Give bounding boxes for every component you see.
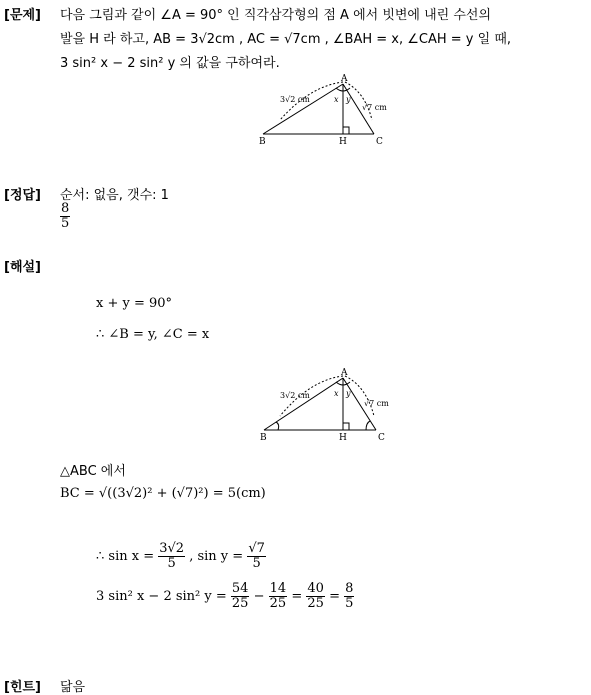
solution-triangle-figure <box>252 366 402 444</box>
final-frac-1-den: 25 <box>231 596 249 611</box>
vertex-h: H <box>339 433 347 443</box>
final-frac-4-num: 8 <box>345 581 354 596</box>
solution-final-line <box>96 582 354 611</box>
label-ac: √7 cm <box>364 399 389 408</box>
solution-bc-equation: BC = √((3√2)² + (√7)²) = 5(cm) <box>60 486 266 501</box>
final-frac-3-num: 40 <box>307 581 324 596</box>
vertex-b: B <box>260 433 267 443</box>
sin-x-prefix: ∴ sin x = <box>96 549 155 564</box>
vertex-c: C <box>376 137 383 147</box>
sin-y-den: 5 <box>252 556 261 571</box>
hint-label: [힌트] <box>4 680 41 695</box>
problem-triangle-figure <box>250 72 400 148</box>
answer-den: 5 <box>61 216 70 231</box>
answer-num: 8 <box>61 201 70 216</box>
label-x: x <box>334 389 339 398</box>
problem-line-3: 3 sin² x − 2 sin² y 의 값을 구하여라. <box>60 56 280 71</box>
final-equals-1: = <box>291 589 303 604</box>
answer-value <box>60 202 70 231</box>
right-angle-mark <box>343 423 349 430</box>
vertex-a: A <box>341 368 348 378</box>
answer-meta: 순서: 없음, 갯수: 1 <box>60 188 169 203</box>
answer-label: [정답] <box>4 188 41 203</box>
vertex-b: B <box>259 137 266 147</box>
solution-eq-1: x + y = 90° <box>96 296 173 311</box>
side-ab <box>263 84 343 134</box>
angle-mark-c <box>366 421 370 430</box>
label-ab: 3√2 cm <box>280 95 310 104</box>
label-ab: 3√2 cm <box>280 391 310 400</box>
problem-line-1: 다음 그림과 같이 ∠A = 90° 인 직각삼각형의 점 A 에서 빗변에 내린 수선의 <box>60 8 492 23</box>
final-frac-1-num: 54 <box>231 581 249 596</box>
label-y: y <box>346 389 351 398</box>
final-frac-3-den: 25 <box>307 596 324 611</box>
solution-sin-line <box>96 542 266 571</box>
sin-y-num: √7 <box>248 541 265 556</box>
sin-y-prefix: , sin y = <box>189 549 244 564</box>
vertex-h: H <box>339 137 347 147</box>
side-ab <box>264 378 343 430</box>
solution-triangle-note: △ABC 에서 <box>60 464 126 479</box>
label-y: y <box>346 95 351 104</box>
vertex-c: C <box>378 433 385 443</box>
label-x: x <box>334 95 339 104</box>
sin-x-num: 3√2 <box>159 541 185 556</box>
problem-label: [문제] <box>4 8 41 23</box>
right-angle-mark <box>343 127 349 134</box>
final-equals-2: = <box>329 589 340 604</box>
solution-eq-2: ∴ ∠B = y, ∠C = x <box>96 327 210 342</box>
final-frac-2-num: 14 <box>269 581 287 596</box>
final-frac-4-den: 5 <box>345 596 354 611</box>
final-prefix: 3 sin² x − 2 sin² y = <box>96 589 227 604</box>
final-frac-2-den: 25 <box>269 596 287 611</box>
problem-line-2: 발을 H 라 하고, AB = 3√2cm , AC = √7cm , ∠BAH = x, ∠CAH = y 일 때, <box>60 32 512 47</box>
angle-mark-b <box>276 422 279 430</box>
solution-label: [해설] <box>4 260 41 275</box>
sin-x-den: 5 <box>167 556 176 571</box>
final-minus: − <box>253 589 265 604</box>
vertex-a: A <box>341 74 348 84</box>
label-ac: √7 cm <box>362 103 387 112</box>
hint-text: 닮음 <box>60 680 86 695</box>
